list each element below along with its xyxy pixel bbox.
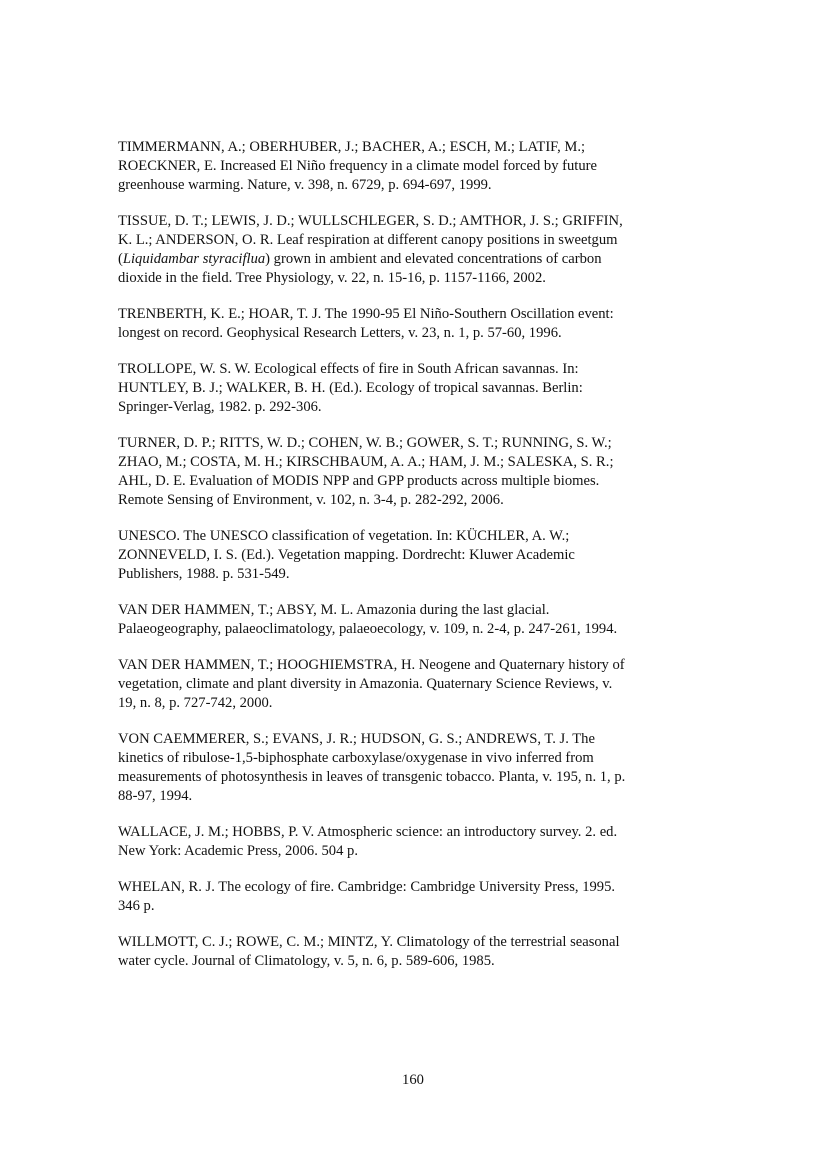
reference-line: Remote Sensing of Environment, v. 102, n. 3-4, p. 282-292, 2006. (118, 491, 504, 508)
reference-list (118, 138, 718, 988)
reference-entry-trenberth (118, 305, 718, 343)
reference-line: dioxide in the field. Tree Physiology, v. 22, n. 15-16, p. 1157-1166, 2002. (118, 269, 546, 286)
reference-entry-von-caemmerer (118, 730, 718, 806)
page-number: 160 (402, 1072, 424, 1088)
reference-entry-van-der-hammen-hooghiemstra (118, 656, 718, 713)
reference-line: TISSUE, D. T.; LEWIS, J. D.; WULLSCHLEGER, S. D.; AMTHOR, J. S.; GRIFFIN, (118, 213, 623, 230)
reference-text: ) grown in ambient and elevated concentrations of carbon (265, 250, 602, 267)
reference-line: greenhouse warming. Nature, v. 398, n. 6729, p. 694-697, 1999. (118, 176, 492, 193)
reference-line: VAN DER HAMMEN, T.; HOOGHIEMSTRA, H. Neogene and Quaternary history of (118, 657, 625, 674)
reference-line: Palaeogeography, palaeoclimatology, palaeoecology, v. 109, n. 2-4, p. 247-261, 1994. (118, 620, 618, 637)
reference-line: ROECKNER, E. Increased El Niño frequency in a climate model forced by future (118, 157, 597, 174)
species-name: Liquidambar styraciflua (122, 250, 266, 267)
reference-line: 19, n. 8, p. 727-742, 2000. (118, 694, 273, 711)
reference-line: Springer-Verlag, 1982. p. 292-306. (118, 398, 322, 415)
reference-line: VON CAEMMERER, S.; EVANS, J. R.; HUDSON, G. S.; ANDREWS, T. J. The (118, 731, 595, 748)
reference-entry-willmott (118, 933, 718, 971)
reference-line: VAN DER HAMMEN, T.; ABSY, M. L. Amazonia during the last glacial. (118, 602, 550, 618)
reference-line: vegetation, climate and plant diversity in Amazonia. Quaternary Science Reviews, v. (118, 676, 613, 693)
reference-line: AHL, D. E. Evaluation of MODIS NPP and GPP products across multiple biomes. (118, 472, 600, 489)
reference-line: UNESCO. The UNESCO classification of vegetation. In: KÜCHLER, A. W.; (118, 527, 570, 544)
reference-line (118, 250, 718, 269)
reference-line: 88-97, 1994. (118, 787, 193, 804)
reference-entry-trollope (118, 360, 718, 417)
reference-line: WILLMOTT, C. J.; ROWE, C. M.; MINTZ, Y. Climatology of the terrestrial seasonal (118, 934, 620, 951)
reference-line: kinetics of ribulose-1,5-biphosphate carboxylase/oxygenase in vivo inferred from (118, 750, 594, 767)
reference-entry-whelan (118, 878, 718, 916)
reference-entry-unesco (118, 527, 718, 584)
reference-line: WALLACE, J. M.; HOBBS, P. V. Atmospheric science: an introductory survey. 2. ed. (118, 824, 618, 841)
reference-line: ZHAO, M.; COSTA, M. H.; KIRSCHBAUM, A. A.; HAM, J. M.; SALESKA, S. R.; (118, 453, 614, 470)
reference-entry-wallace (118, 823, 718, 861)
reference-line: New York: Academic Press, 2006. 504 p. (118, 842, 358, 859)
reference-line: TURNER, D. P.; RITTS, W. D.; COHEN, W. B.; GOWER, S. T.; RUNNING, S. W.; (118, 435, 612, 452)
reference-line: K. L.; ANDERSON, O. R. Leaf respiration at different canopy positions in sweetgum (118, 231, 618, 248)
reference-entry-turner (118, 434, 718, 510)
reference-line: Publishers, 1988. p. 531-549. (118, 565, 290, 582)
paren-open: ( (118, 250, 123, 267)
reference-line: water cycle. Journal of Climatology, v. 5, n. 6, p. 589-606, 1985. (118, 953, 495, 970)
reference-entry-tissue (118, 212, 718, 288)
reference-line: longest on record. Geophysical Research Letters, v. 23, n. 1, p. 57-60, 1996. (118, 324, 562, 341)
reference-entry-van-der-hammen-absy (118, 601, 718, 639)
reference-line: measurements of photosynthesis in leaves of transgenic tobacco. Planta, v. 195, n. 1, p. (118, 768, 626, 785)
reference-line: HUNTLEY, B. J.; WALKER, B. H. (Ed.). Ecology of tropical savannas. Berlin: (118, 379, 583, 396)
reference-line: TROLLOPE, W. S. W. Ecological effects of fire in South African savannas. In: (118, 361, 579, 378)
reference-line: 346 p. (118, 898, 155, 915)
reference-line: TRENBERTH, K. E.; HOAR, T. J. The 1990-95 El Niño-Southern Oscillation event: (118, 305, 614, 322)
reference-line: ZONNEVELD, I. S. (Ed.). Vegetation mapping. Dordrecht: Kluwer Academic (118, 546, 575, 563)
reference-line: WHELAN, R. J. The ecology of fire. Cambridge: Cambridge University Press, 1995. (118, 879, 616, 896)
reference-entry-timmermann (118, 138, 718, 195)
reference-line: TIMMERMANN, A.; OBERHUBER, J.; BACHER, A.; ESCH, M.; LATIF, M.; (118, 139, 586, 155)
